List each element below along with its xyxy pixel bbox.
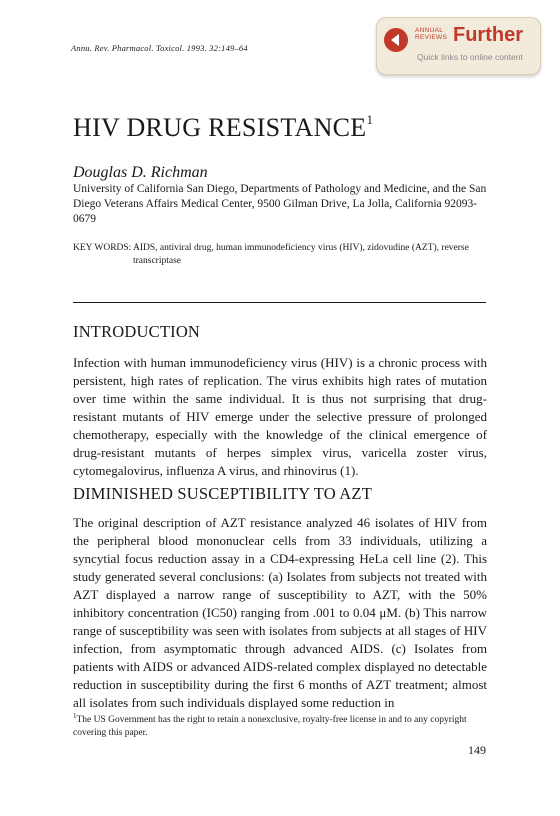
introduction-paragraph: Infection with human immunodeficiency virus (HIV) is a chronic process with persistent, high rates of replication. The virus exhibits high rates of mutation over time within the same individual. It is thus not surprising that drug-resistant mutants of HIV emerge under the selective pressure of prolonged chemotherapy, especially with the knowledge of the clinical emergence of drug-resistant mutants of herpes simplex virus, varicella zoster virus, cytomegalovirus, influenza A virus, and rhinovirus (1). — [73, 355, 487, 478]
footnote-text: The US Government has the right to retain a nonexclusive, royalty-free license in and to any copyright covering this paper. — [73, 715, 467, 739]
footnote — [73, 710, 487, 740]
banner-further-text: Further — [453, 24, 523, 46]
page-number: 149 — [468, 743, 486, 757]
azt-paragraph: The original description of AZT resistance analyzed 46 isolates of HIV from the peripheral blood mononuclear cells from 33 individuals, utilizing a syncytial focus reduction assay in a CD4-expressing HeLa cell line (2). This study generated several conclusions: (a) Isolates from subjects not treated with AZT displayed a narrow range of susceptibility to AZT, with the 50% inhibitory concentration (IC50) ranging from .001 to 0.04 μM. (b) This narrow range of susceptibility was seen with isolates from subjects at all stages of HIV infection, from asymptomatic through advanced AIDS. (c) Isolates from patients with AIDS or advanced AIDS-related complex displayed no detectable reduction in susceptibility during the first 6 months of AZT treatment; almost all isolates from such individuals displayed some reduction in — [73, 515, 487, 710]
section-heading-azt: DIMINISHED SUSCEPTIBILITY TO AZT — [73, 484, 372, 503]
banner-reviews-text: REVIEWS — [415, 34, 448, 41]
section-heading-introduction: INTRODUCTION — [73, 322, 201, 341]
further-links-banner[interactable] — [376, 17, 541, 75]
play-left-icon — [384, 28, 408, 52]
keywords-label: KEY WORDS: — [73, 243, 132, 253]
banner-annual-text: ANNUAL — [415, 27, 444, 34]
banner-quick-links[interactable]: Quick links to online content — [417, 52, 523, 62]
author-name: Douglas D. Richman — [73, 164, 208, 181]
title-text: HIV DRUG RESISTANCE — [73, 113, 367, 142]
journal-citation: Annu. Rev. Pharmacol. Toxicol. 1993. 32:149–64 — [71, 43, 248, 53]
title-footnote-mark[interactable]: 1 — [366, 112, 374, 127]
section-divider — [73, 302, 486, 303]
keywords-text: AIDS, antiviral drug, human immunodeficiency virus (HIV), zidovudine (AZT), reverse transcriptase — [133, 243, 469, 266]
footnote-mark: 1 — [73, 712, 77, 720]
author-affiliation: University of California San Diego, Departments of Pathology and Medicine, and the San Diego Veterans Affairs Medical Center, 9500 Gilman Drive, La Jolla, California 92093-0679 — [73, 183, 487, 225]
annual-reviews-logo — [415, 27, 447, 41]
article-title — [73, 112, 373, 143]
